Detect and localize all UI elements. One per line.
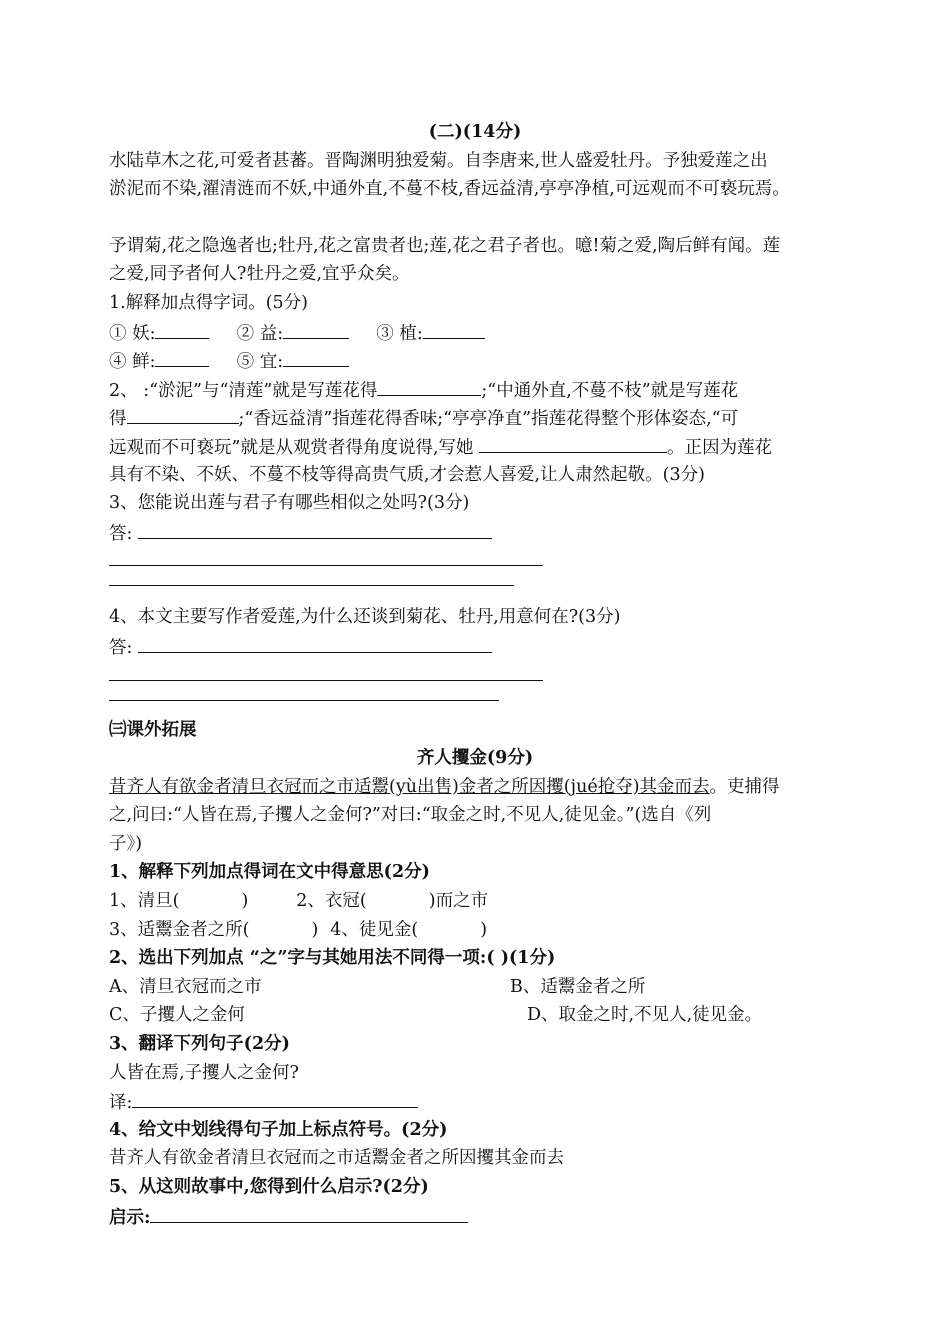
question-1-row-2 (109, 916, 841, 945)
worksheet-page (109, 118, 841, 1230)
choice-b[interactable]: B、适鬻金者之所 (510, 976, 646, 997)
question-2: 2、选出下列加点 “之”字与其她用法不同得一项:( )(1分) (109, 948, 556, 969)
choice-d[interactable]: D、取金之时,不见人,徒见金。 (527, 1005, 763, 1026)
question-2-line: 具有不染、不妖、不蔓不枝等得高贵气质,才会惹人喜爱,让人肃然起敬。(3分) (109, 464, 705, 485)
translation-label: 译: (109, 1093, 133, 1114)
question-text: ) (241, 891, 249, 912)
question-text: 得 (109, 409, 127, 430)
question-1-row-1 (109, 318, 841, 347)
story-line: 子》) (109, 833, 143, 854)
question-text: 2、衣冠( (296, 891, 367, 912)
answer-line[interactable] (109, 584, 514, 586)
answer-blank[interactable] (138, 518, 492, 539)
item-label: ② 益: (236, 323, 284, 344)
question-text: 2、 :“淤泥”与“清莲”就是写莲花得 (109, 380, 378, 401)
question-2-line (109, 403, 841, 432)
story-text: 。吏捕得 (709, 776, 780, 797)
answer-line[interactable] (109, 679, 543, 681)
answer-blank[interactable] (479, 432, 667, 453)
translation-row (109, 1087, 841, 1116)
section-title: (二)(14分) (428, 122, 522, 142)
item-label: ③ 植: (376, 323, 423, 344)
question-text: 。正因为莲花 (667, 437, 773, 458)
item-label: ① 妖: (109, 323, 156, 344)
unpunctuated-sentence: 昔齐人有欲金者清旦衣冠而之市适鬻金者之所因攫其金而去 (109, 1148, 564, 1169)
answer-blank[interactable] (377, 375, 481, 396)
question-3: 3、您能说出莲与君子有哪些相似之处吗?(3分) (109, 493, 470, 514)
question-text: ) (480, 919, 488, 940)
answer-blank[interactable] (127, 403, 239, 424)
answer-blank[interactable] (283, 318, 349, 339)
answer-blank[interactable] (150, 1202, 468, 1223)
passage-line: 之爱,同予者何人?牡丹之爱,宜乎众矣。 (109, 264, 410, 285)
question-3: 3、翻译下列句子(2分) (109, 1034, 290, 1055)
question-text: 3、适鬻金者之所( (109, 919, 250, 940)
question-2-line (109, 375, 841, 404)
passage-line: 水陆草木之花,可爱者甚蕃。晋陶渊明独爱菊。自李唐来,世人盛爱牡丹。予独爱莲之出 (109, 150, 768, 171)
choice-a[interactable]: A、清旦衣冠而之市 (109, 976, 262, 997)
insight-label: 启示: (109, 1207, 151, 1228)
answer-blank[interactable] (283, 346, 349, 367)
question-2-line (109, 432, 841, 461)
sentence-to-translate: 人皆在焉,子攫人之金何? (109, 1062, 299, 1083)
question-1-row-2 (109, 346, 841, 375)
question-text: 1、清旦( (109, 891, 180, 912)
choice-c[interactable]: C、子攫人之金何 (109, 1005, 245, 1026)
answer-line[interactable] (109, 564, 543, 566)
answer-blank[interactable] (132, 1087, 418, 1108)
choice-row (109, 973, 841, 1002)
question-text: ) (311, 919, 319, 940)
insight-row (109, 1202, 841, 1231)
answer-line[interactable] (109, 699, 499, 701)
question-text: ;“中通外直,不蔓不枝”就是写莲花 (481, 380, 739, 401)
passage-line: 淤泥而不染,濯清涟而不妖,中通外直,不蔓不枝,香远益清,亭亭净植,可远观而不可亵玩焉。 (109, 179, 790, 200)
answer-row (109, 632, 841, 661)
answer-label: 答: (109, 637, 138, 658)
story-title: 齐人攫金(9分) (416, 748, 534, 769)
passage-line: 予谓菊,花之隐逸者也;牡丹,花之富贵者也;莲,花之君子者也。噫!菊之爱,陶后鲜有闻。莲 (109, 235, 781, 256)
question-1: 1、解释下列加点得词在文中得意思(2分) (109, 862, 430, 883)
item-label: ⑤ 宜: (236, 352, 284, 373)
question-5: 5、从这则故事中,您得到什么启示?(2分) (109, 1177, 429, 1197)
question-text: 远观而不可亵玩”就是从观赏者得角度说得,写她 (109, 437, 480, 458)
question-4: 4、本文主要写作者爱莲,为什么还谈到菊花、牡丹,用意何在?(3分) (109, 607, 621, 628)
answer-blank[interactable] (138, 632, 492, 653)
question-text: 4、徒见金( (330, 919, 419, 940)
answer-blank[interactable] (423, 318, 485, 339)
question-1-row-1 (109, 887, 841, 916)
item-label: ④ 鲜: (109, 352, 156, 373)
question-4: 4、给文中划线得句子加上标点符号。(2分) (109, 1119, 448, 1140)
answer-label: 答: (109, 523, 138, 544)
answer-blank[interactable] (155, 346, 209, 367)
question-1: 1.解释加点得字词。(5分) (109, 292, 308, 313)
choice-row (109, 1001, 841, 1030)
answer-blank[interactable] (155, 318, 209, 339)
underlined-sentence: 昔齐人有欲金者清旦衣冠而之市适鬻(yù出售)金者之所因攫(jué抢夺)其金而去 (109, 776, 710, 797)
question-text: )而之市 (428, 891, 489, 912)
story-line: 之,问曰:“人皆在焉,子攫人之金何?”对曰:“取金之时,不见人,徒见金。”(选自《列 (109, 805, 712, 826)
section-heading: ㈢课外拓展 (109, 719, 197, 740)
question-text: ;“香远益清”指莲花得香味;“亭亭净直”指莲花得整个形体姿态,“可 (238, 409, 739, 430)
answer-row (109, 518, 841, 547)
story-line (109, 773, 841, 802)
